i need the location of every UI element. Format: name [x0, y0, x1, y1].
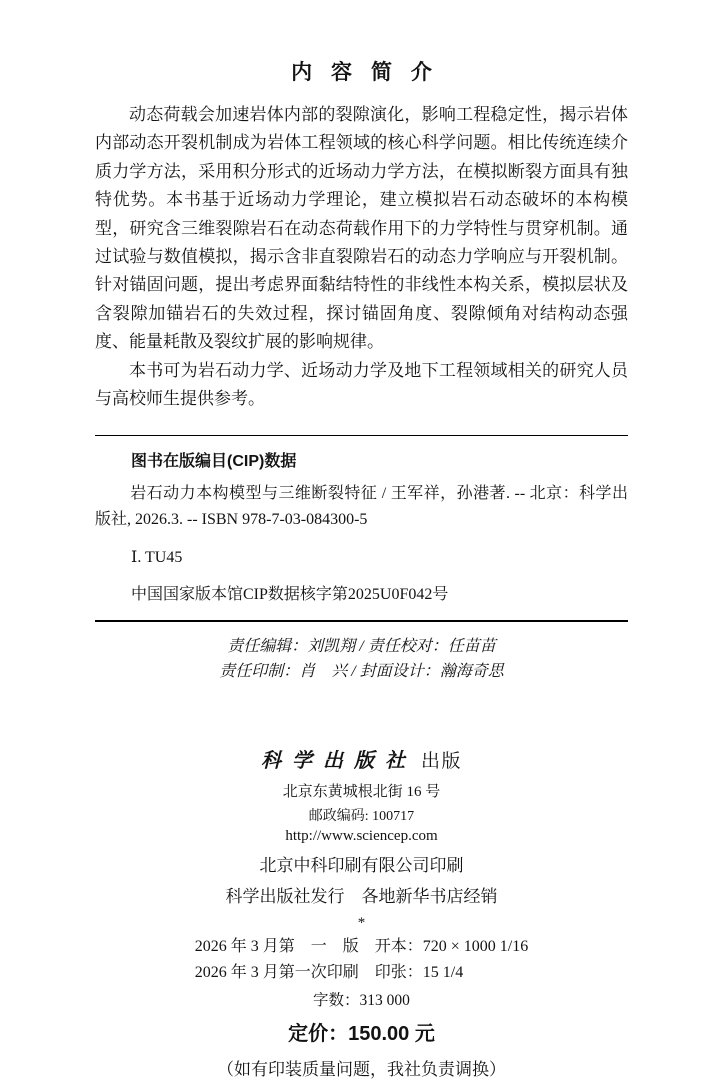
- colophon-section: [95, 744, 628, 1080]
- publisher-line: [95, 744, 628, 773]
- printer-line: 北京中科印刷有限公司印刷: [259, 856, 464, 876]
- page-content: [95, 56, 628, 1080]
- quality-notice: （如有印装质量问题，我社负责调换）: [217, 1060, 506, 1080]
- printing-line: 2026 年 3 月第一次印刷 印张：15 1/4: [194, 964, 464, 982]
- abstract-section: [95, 101, 628, 413]
- word-count-line: 字数：313 000: [313, 992, 410, 1010]
- page-title: 内容简介: [291, 61, 451, 84]
- publisher-postcode: 邮政编码: 100717: [308, 809, 415, 825]
- cip-record-number: 中国国家版本馆CIP数据核字第2025U0F042号: [131, 586, 449, 604]
- staff-editors-line: 责任编辑：刘凯翔 / 责任校对：任苗苗: [227, 638, 496, 656]
- staff-credits: [95, 634, 628, 684]
- separator-asterisk: *: [357, 915, 366, 932]
- distribution-line: 科学出版社发行 各地新华书店经销: [225, 887, 498, 907]
- abstract-paragraph-2: 本书可为岩石动力学、近场动力学及地下工程领域相关的研究人员与高校师生提供参考。: [95, 360, 628, 409]
- cip-classification-code: Ⅰ. TU45: [131, 549, 183, 567]
- book-copyright-page: [0, 56, 720, 1080]
- publisher-logo: 科学出版社: [260, 750, 416, 773]
- publisher-logo-suffix: 出版: [420, 751, 463, 773]
- edition-line: 2026 年 3 月第 一 版 开本：720 × 1000 1/16: [194, 938, 529, 956]
- abstract-paragraph-1: 动态荷载会加速岩体内部的裂隙演化，影响工程稳定性，揭示岩体内部动态开裂机制成为岩体工程领域的核心科学问题。相比传统连续介质力学方法，采用积分形式的近场动力学方法，在模拟断裂方面具有独特优势。本书基于近场动力学理论，建立模拟岩石动态破坏的本构模型，研究含三维裂隙岩石在动态荷载作用下的力学特性与贯穿机制。通过试验与数值模拟，揭示含非直裂隙岩石的动态力学响应与开裂机制。针对锚固问题，提出考虑界面黏结特性的非线性本构关系，模拟层状及含裂隙加锚岩石的失效过程，探讨锚固角度、裂隙倾角对结构动态强度、能量耗散及裂纹扩展的影响规律。: [95, 105, 628, 352]
- staff-production-line: 责任印制：肖 兴 / 封面设计：瀚海奇思: [219, 663, 504, 681]
- price-line: 定价：150.00 元: [288, 1023, 435, 1046]
- cip-data-block: [95, 435, 628, 622]
- edition-block: [195, 934, 528, 986]
- publisher-website: http://www.sciencep.com: [285, 828, 438, 845]
- cip-header: 图书在版编目(CIP)数据: [131, 453, 297, 471]
- publisher-address: 北京东黄城根北街 16 号: [282, 784, 441, 801]
- cip-entry: 岩石动力本构模型与三维断裂特征 / 王军祥，孙港著. -- 北京：科学出版社, 2026.3. -- ISBN 978-7-03-084300-5: [95, 485, 628, 529]
